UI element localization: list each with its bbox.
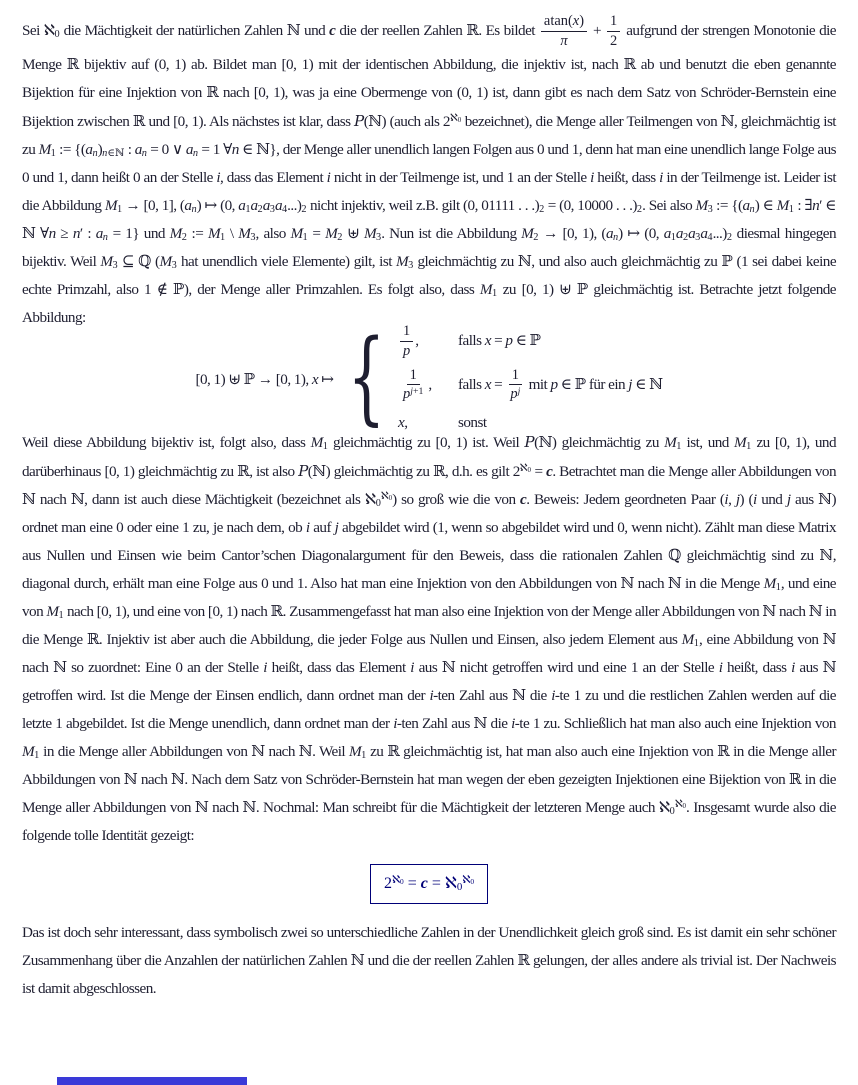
cases-list [398,322,662,437]
case-value: x, [398,414,408,432]
case-row [398,322,662,361]
case-row [398,366,662,405]
case-condition: falls x = p ∈ ℙ [458,332,541,350]
case-value: $\frac{1}{p^{j+1}}$ , [403,366,432,403]
identity-container [0,864,858,904]
partial-blue-box [57,1077,247,1085]
cases-equation [0,317,858,436]
case-value: $\frac{1}{p}$ , [398,322,458,361]
boxed-identity: $2^{ℵ_0} = c$ = ℵ$_0^{ℵ_0}$ [370,864,488,904]
cases-brace-icon: { [347,317,385,436]
paragraph-closing: Das ist doch sehr interessant, dass symbolisch zwei so unterschiedliche Zahlen in der Unendlichkeit gleich groß sind. Es ist damit ein sehr schöner Zusammenhang über die Anzahlen der natürlichen Zahlen ℕ und die der reellen Zahlen ℝ gelungen, der alles andere als trivial ist. Der Nachweis ist damit abgeschlossen. [22,923,836,997]
case-condition: falls x = $\frac{1}{p^j}$ mit p ∈ ℙ für ein j ∈ ℕ [458,366,663,403]
paragraph-main-proof: Weil diese Abbildung bijektiv ist, folgt also, dass $M_1$ gleichmächtig zu [0, 1) ist. Weil P(ℕ) gleichmächtig zu $M_1$ ist, und $M_1$ zu [0, 1), und darüberhinaus [0, 1) gleichmächtig zu ℝ, ist also P(ℕ) gleichmächtig zu ℝ, d.h. es gilt $2^{ℵ_0} = c$. Betrachtet man die Menge aller Abbildungen von ℕ nach ℕ, dann ist auch diese Mächtigkeit (bezeichnet als ℵ$_0^{ℵ_0}$) so groß wie die von c. Beweis: Jedem geordneten Paar (i, j) (i und j aus ℕ) ordnet man eine 0 oder eine 1 zu, je nach dem, ob i auf j abgebildet wird (1, wenn so abgebildet wird und 0, wenn nicht). Zählt man diese Matrix aus Nullen und Einsen wie beim Cantor’schen Diagonalargument für den Beweis, dass die rationalen Zahlen ℚ gleichmächtig sind zu ℕ, diagonal durch, erhält man eine Folge aus 0 und 1. Also hat man eine Injektion von den Abbildungen von ℕ nach ℕ in die Menge $M_1$, und eine von $M_1$ nach [0, 1), und eine von [0, 1) nach ℝ. Zusammengefasst hat man also eine Injektion von der Menge aller Abbildungen von ℕ nach ℕ in die Menge ℝ. Injektiv ist aber auch die Abbildung, die jeder Folge aus Nullen und Einsen, also jedem Element aus $M_1$, eine Abbildung von ℕ nach ℕ so zuordnet: Eine 0 an der Stelle i heißt, dass das Element i aus ℕ nicht getroffen wird und eine 1 an der Stelle i heißt, dass i aus ℕ getroffen wird. Ist die Menge der Einsen endlich, dann ordnet man der i-ten Zahl aus ℕ die i-te 1 zu und die restlichen Zahlen werden auf die letzte 1 abgebildet. Ist die Menge unendlich, dann ordnet man der i-ten Zahl aus ℕ die i-te 1 zu. Schließlich hat man also auch eine Injektion von $M_1$ in die Menge aller Abbildungen von ℕ nach ℕ. Weil $M_1$ zu ℝ gleichmächtig ist, hat man also auch eine Injektion von ℝ in die Menge aller Abbildungen von ℕ nach ℕ. Nach dem Satz von Schröder-Bernstein hat man wegen der eben gezeigten Injektionen eine Bijektion von ℝ in die Menge aller Abbildungen von ℕ nach ℕ. Nochmal: Man schreibt für die Mächtigkeit der letzteren Menge auch ℵ$_0^{ℵ_0}$. Insgesamt wurde also die folgende tolle Identität gezeigt: [22,432,837,844]
paragraph-intro: Sei ℵ$_0$ die Mächtigkeit der natürlichen Zahlen ℕ und c die der reellen Zahlen ℝ. Es bildet $\frac{atan(x)}{\pi}$ + $\frac{1}{2}$ aufgrund der strengen Monotonie die Menge ℝ bijektiv auf (0, 1) ab. Bildet man [0, 1) mit der identischen Abbildung, die injektiv ist, nach ℝ ab und benutzt die eben genannte Bijektion für eine Injektion von ℝ nach [0, 1), was ja eine Obermenge von (0, 1) ist, dann gibt es nach dem Satz von Schröder-Bernstein eine Bijektion zwischen ℝ und [0, 1). Als nächstes ist klar, dass P(ℕ) (auch als $2^{ℵ_0}$ bezeichnet), die Menge aller Teilmengen von ℕ, gleichmächtig ist zu $M_1$ := {$(a_n)_{n\in ℕ}$ : $a_n = 0$ ∨ $a_n = 1$ ∀n ∈ ℕ}, der Menge aller unendlich langen Folgen aus 0 und 1, denn hat man eine unendlich lange Folge aus 0 und 1, dann heißt 0 an der Stelle i, dass das Element i nicht in der Teilmenge ist, und 1 an der Stelle i heißt, dass i in der Teilmenge ist. Leider ist die Abbildung $M_1 \to [0$, 1], $(a_n)$ ↦ (0, $a_1a_2a_3a_4...)_2$ nicht injektiv, weil z.B. gilt (0, 01111 . . $.)_2 = (0$, 10000 . . $.)_2$. Sei also $M_3$ := {$(a_n)$ ∈ $M_1$ : ∃n′ ∈ ℕ ∀n ≥ n′ : $a_n = 1$} und $M_2$ := $M_1$ \ $M_3$, also $M_1 = M_2$ ⊎ $M_3$. Nun ist die Abbildung $M_2 \to [0$, 1), $(a_n)$ ↦ (0, $a_1a_2a_3a_4...)_2$ diesmal hingegen bijektiv. Weil $M_3$ ⊆ ℚ ($M_3$ hat unendlich viele Elemente) gilt, ist $M_3$ gleichmächtig zu ℕ, und also auch gleichmächtig zu ℙ (1 sei dabei keine echte Primzahl, also 1 ∉ ℙ), der Menge aller Primzahlen. Es folgt also, dass $M_1$ zu [0, 1) ⊎ ℙ gleichmächtig ist. Betrachte jetzt folgende Abbildung: [22,13,837,326]
case-condition: sonst [458,414,487,432]
equation-lhs: [0, 1) ⊎ ℙ → [0, 1), x ↦ [195,370,334,388]
